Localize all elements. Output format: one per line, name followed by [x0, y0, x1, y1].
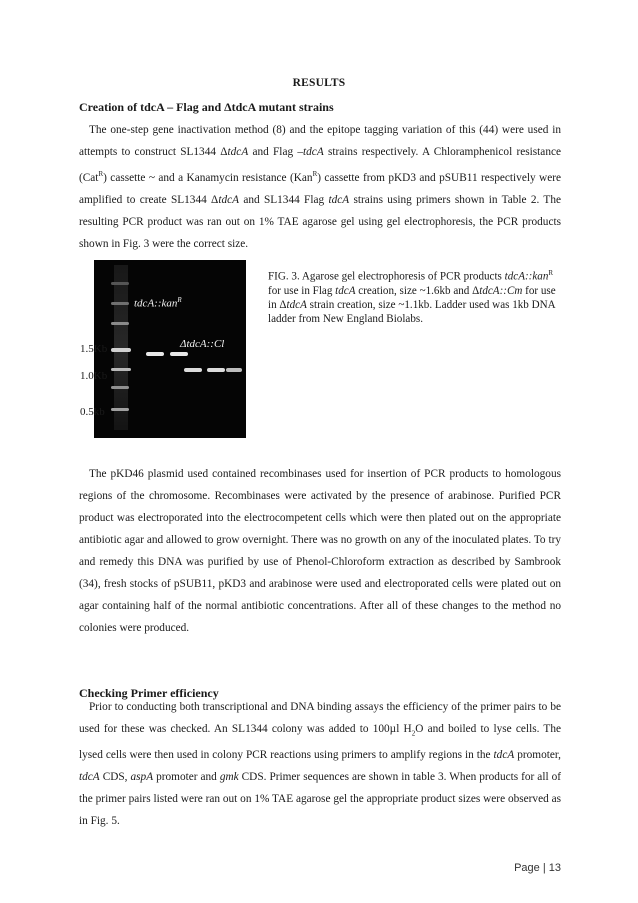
- ladder-band: [111, 408, 129, 411]
- section-heading-mutant-strains: Creation of tdcA – Flag and ΔtdcA mutant strains: [79, 100, 334, 114]
- page-number: Page | 13: [514, 862, 561, 874]
- gel-electrophoresis-image: [94, 260, 246, 438]
- pcr-band-cl: [184, 368, 202, 372]
- ladder-label-0-5kb: 0.5kb: [80, 406, 105, 418]
- ladder-band: [111, 368, 131, 371]
- ladder-band: [111, 386, 129, 389]
- ladder-band: [111, 348, 131, 352]
- ladder-label-1-0kb: 1.0Kb: [80, 370, 108, 382]
- ladder-band: [111, 282, 129, 285]
- gel-label-cl: ΔtdcA::Cl: [180, 338, 225, 350]
- pcr-band-cl: [226, 368, 242, 372]
- results-heading: RESULTS: [292, 77, 346, 89]
- pcr-band-cl: [207, 368, 225, 372]
- gel-label-kan: tdcA::kan$^R$: [134, 296, 182, 310]
- ladder-label-1-5kb: 1.5Kb: [80, 343, 108, 355]
- paragraph-recombination: The pKD46 plasmid used contained recombinases used for insertion of PCR products to homologous regions of the chromosome. Recombinases were activated by the presence of arabinose. Purified PCR product was electroporated into the electrocompetent cells which were then plated out on the appropriate antibiotic agar and allowed to grow overnight. There was no growth on any of the inoculated plates. To try and remedy this DNA was purified by use of Phenol-Chloroform extraction as described by Sambrook (34), fresh stocks of pSUB11, pKD3 and arabinose were used and electroporated cells were plated out on agar containing half of the normal antibiotic concentrations. After all of these changes to the method no colonies were produced.: [79, 468, 561, 634]
- ladder-band: [111, 322, 129, 325]
- pcr-band-kan: [170, 352, 188, 356]
- section-heading-primer-efficiency: Checking Primer efficiency: [79, 686, 219, 700]
- figure-caption: FIG. 3. Agarose gel electrophoresis of PCR products tdcA::kan$^R$ for use in Flag tdcA creation, size ~1.6kb and ΔtdcA::Cm for use in ΔtdcA strain creation, size ~1.1kb. Ladder used was 1kb DNA ladder from New England Biolabs.: [268, 269, 556, 326]
- ladder-band: [111, 302, 129, 305]
- pcr-band-kan: [146, 352, 164, 356]
- paragraph-mutant-strains: The one-step gene inactivation method (8) and the epitope tagging variation of this (44) were used in attempts to construct SL1344 ΔtdcA and Flag –tdcA strains respectively. A Chloramphenicol resistance (Cat$^R$) cassette ~ and a Kanamycin resistance (Kan$^R$) cassette from pKD3 and pSUB11 respectively were amplified to create SL1344 ΔtdcA and SL1344 Flag tdcA strains using primers shown in Table 2. The resulting PCR product was ran out on 1% TAE agarose gel using gel electrophoresis, the PCR products shown in Fig. 3 were the correct size.: [79, 124, 561, 250]
- paragraph-primer-efficiency: Prior to conducting both transcriptional and DNA binding assays the efficiency of the primer pairs to be used for these was checked. An SL1344 colony was added to 100µl $H_2O$ and boiled to lyse cells. The lysed cells were then used in colony PCR reactions using primers to amplify regions in the tdcA promoter, tdcA CDS, aspA promoter and gmk CDS. Primer sequences are shown in table 3. When products for all of the primer pairs listed were ran out on 1% TAE agarose gel the appropriate product sizes were observed as in Fig. 5.: [79, 701, 561, 828]
